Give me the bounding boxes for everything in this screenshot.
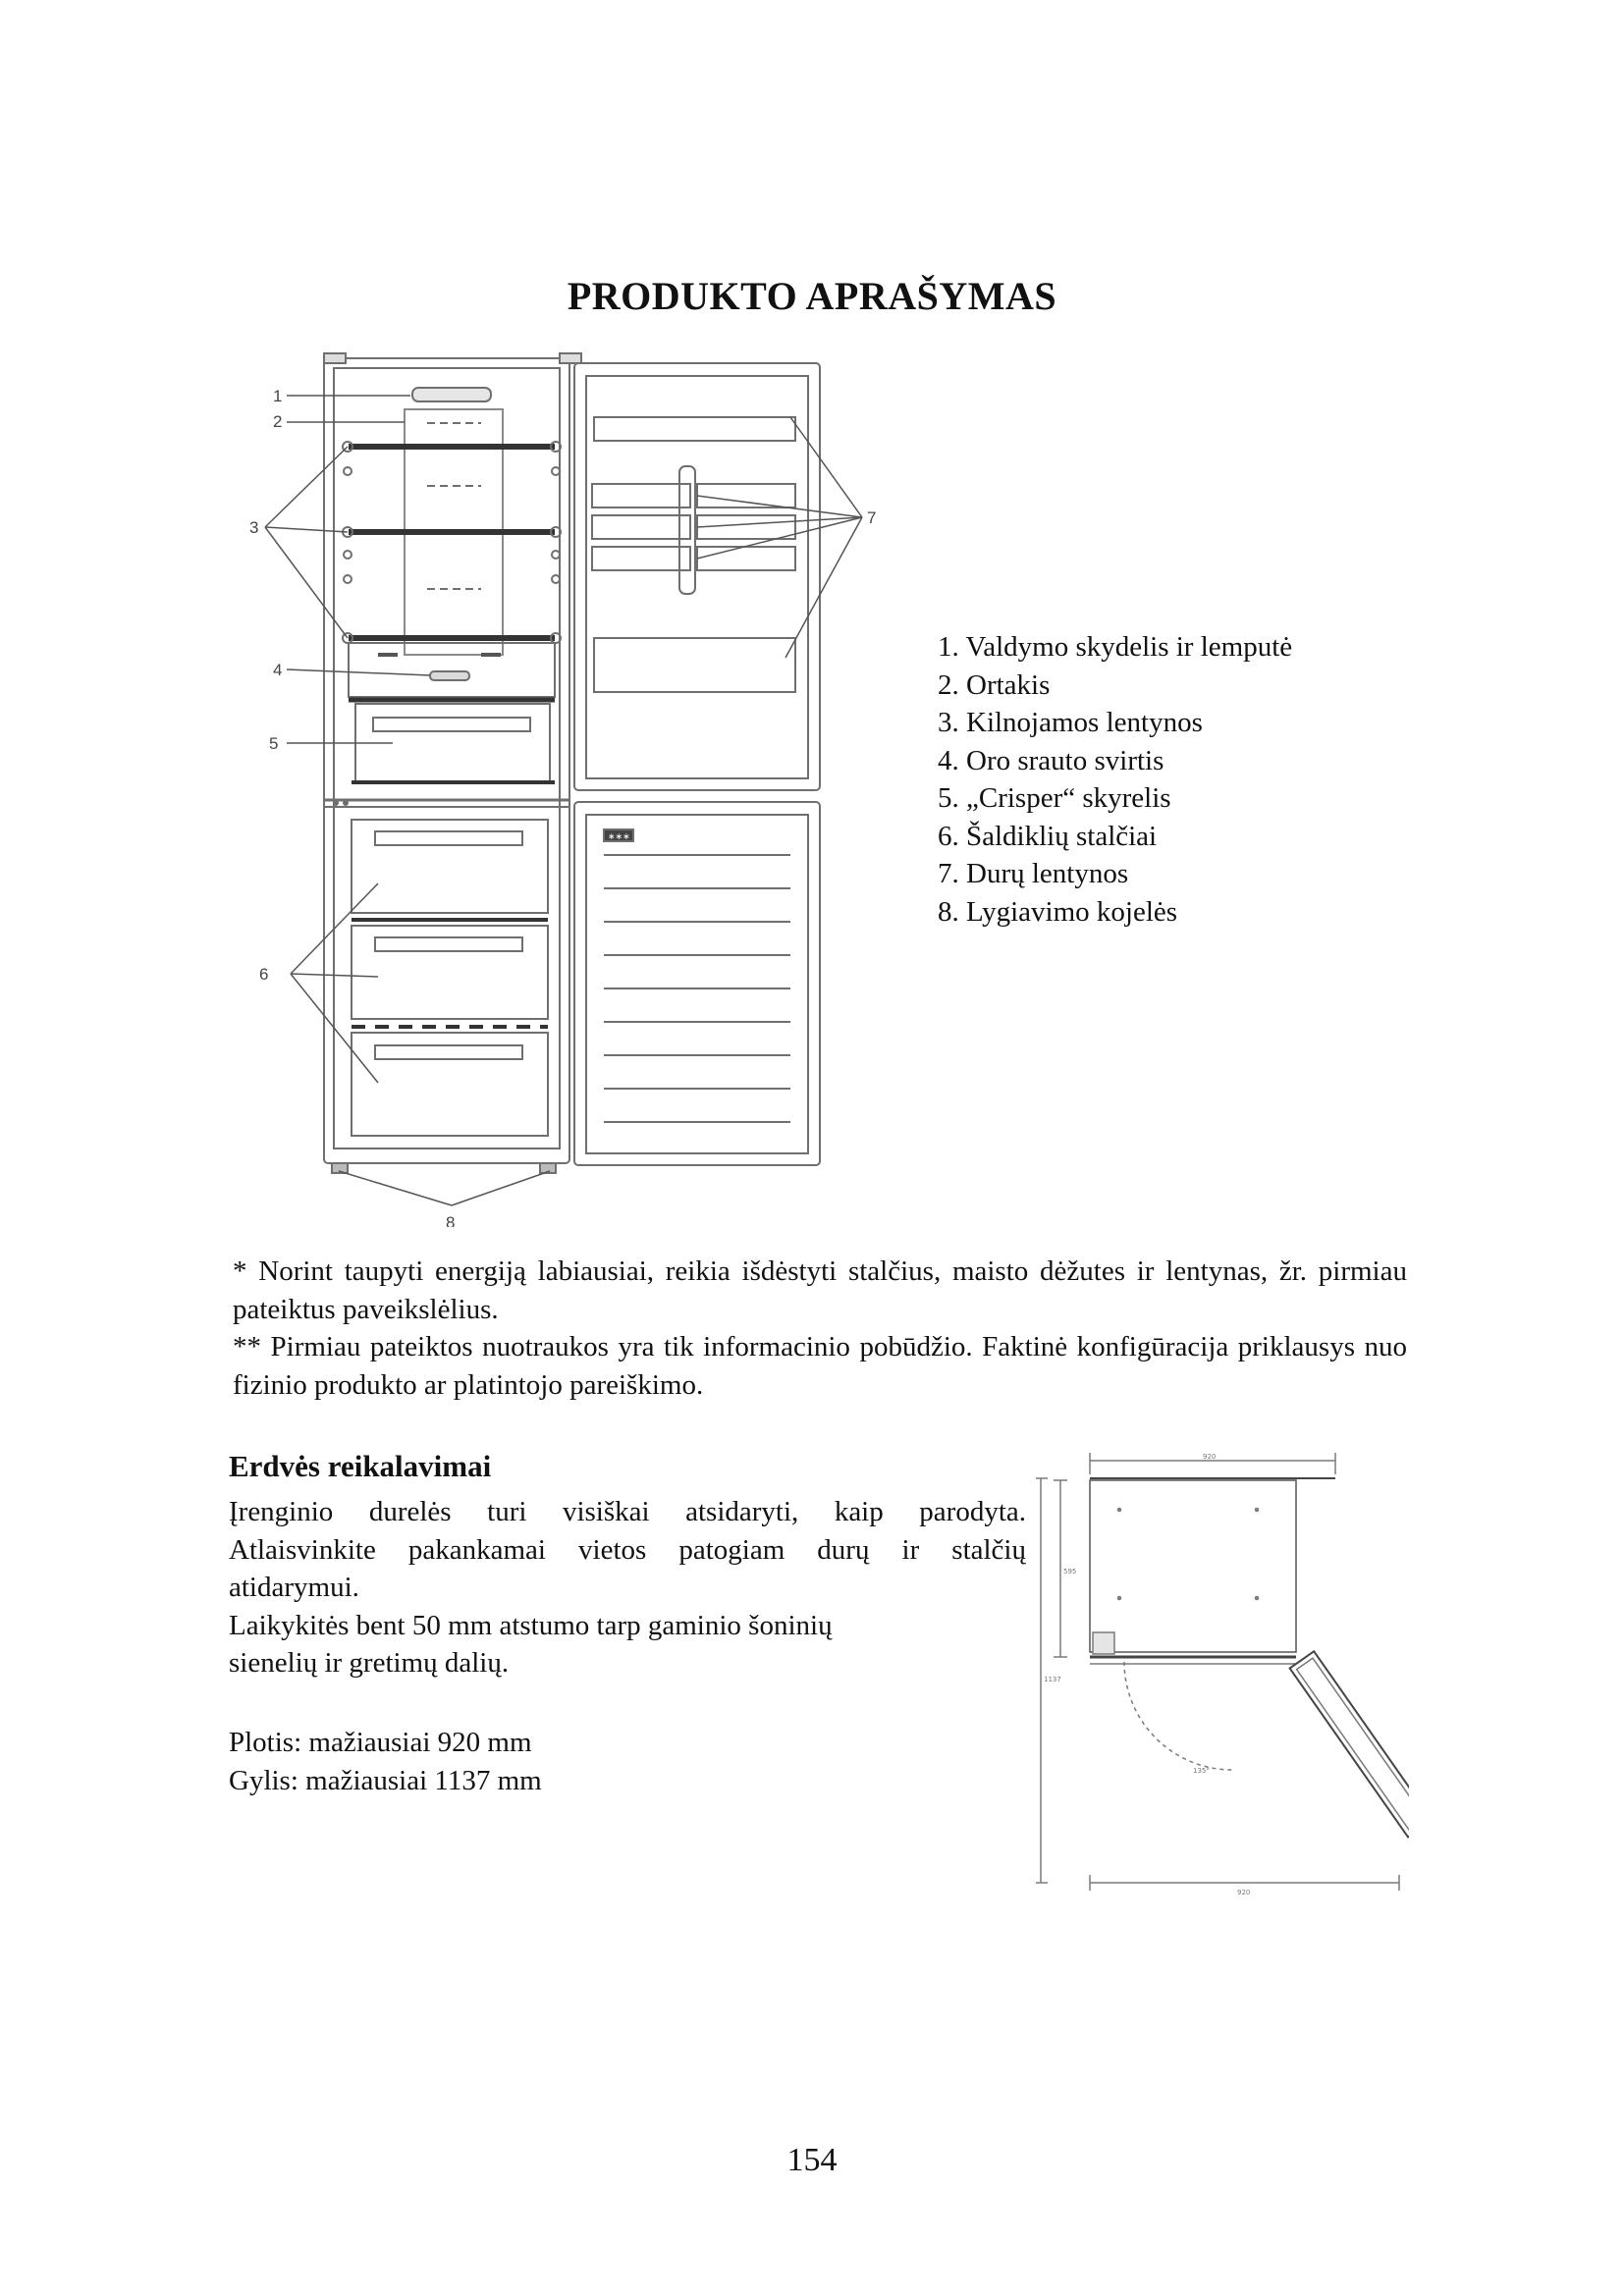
callout-3: 3	[249, 518, 259, 537]
callout-4: 4	[273, 661, 283, 679]
fridge-diagram	[236, 348, 943, 1227]
freezer-drawer-1	[352, 820, 548, 913]
req-line: sienelių ir gretimų dalių.	[229, 1647, 510, 1679]
legend-item: 1. Valdymo skydelis ir lemputė	[938, 631, 1293, 663]
freezer-badge: ∗∗∗	[608, 832, 630, 842]
parts-legend	[938, 628, 1292, 931]
fridge-door	[574, 363, 820, 790]
note-energy: * Norint taupyti energiją labiausiai, reikia išdėstyti stalčius, maisto dėžutes ir lentynas, žr. pirmiau pateiktus paveikslėlius.	[233, 1255, 1407, 1325]
control-panel	[412, 388, 491, 401]
dim-angle: 135°	[1193, 1767, 1210, 1775]
space-requirements	[229, 1493, 1026, 1682]
freezer-drawer-2	[352, 926, 548, 1019]
freezer-drawer-3	[352, 1033, 548, 1136]
dim-total-depth: 1137	[1044, 1676, 1061, 1683]
space-diagram	[1036, 1451, 1409, 1912]
req-line: atidarymui.	[229, 1572, 359, 1603]
legend-item: 2. Ortakis	[938, 668, 1051, 701]
req-line: Įrenginio durelės turi visiškai atsidaryti, kaip parodyta.	[229, 1496, 1026, 1527]
callout-2: 2	[273, 412, 283, 431]
freezer-door	[574, 802, 820, 1165]
dim-side-depth: 595	[1063, 1568, 1077, 1575]
page-title: PRODUKTO APRAŠYMAS	[567, 274, 1057, 318]
door-swing-arc	[1124, 1662, 1232, 1770]
req-line: Atlaisvinkite pakankamai vietos patogiam durų ir stalčių	[229, 1533, 1026, 1566]
page-number: 154	[786, 2142, 838, 2178]
min-width: Plotis: mažiausiai 920 mm	[229, 1727, 532, 1758]
airflow-lever	[430, 671, 469, 680]
legend-item: 3. Kilnojamos lentynos	[938, 707, 1203, 738]
section-heading: Erdvės reikalavimai	[229, 1449, 492, 1483]
door-shelf-1	[594, 417, 795, 441]
notes	[233, 1253, 1407, 1404]
callout-6: 6	[259, 965, 269, 984]
dim-top-width: 920	[1203, 1453, 1217, 1461]
note-disclaimer: ** Pirmiau pateiktos nuotraukos yra tik informacinio pobūdžio. Faktinė konfigūracija priklausys nuo fizinio produkto ar platintojo pareiškimo.	[233, 1331, 1407, 1401]
callout-5: 5	[269, 734, 279, 753]
dim-bottom-width: 920	[1237, 1889, 1251, 1896]
door-shelf-bottom	[594, 638, 795, 692]
legend-item: 6. Šaldiklių stalčiai	[938, 820, 1158, 852]
callout-1: 1	[273, 387, 283, 405]
req-line: Laikykitės bent 50 mm atstumo tarp gaminio šoninių	[229, 1609, 833, 1641]
legend-item: 4. Oro srauto svirtis	[938, 744, 1164, 776]
legend-item: 8. Lygiavimo kojelės	[938, 895, 1178, 928]
callout-7: 7	[867, 508, 877, 527]
legend-item: 7. Durų lentynos	[938, 858, 1129, 889]
cabinet-outline	[1090, 1480, 1296, 1652]
min-depth: Gylis: mažiausiai 1137 mm	[229, 1764, 542, 1796]
fridge-cabinet	[324, 358, 569, 1163]
callout-8: 8	[446, 1213, 456, 1227]
minimum-dimensions	[229, 1724, 542, 1799]
legend-item: 5. „Crisper“ skyrelis	[938, 782, 1171, 814]
